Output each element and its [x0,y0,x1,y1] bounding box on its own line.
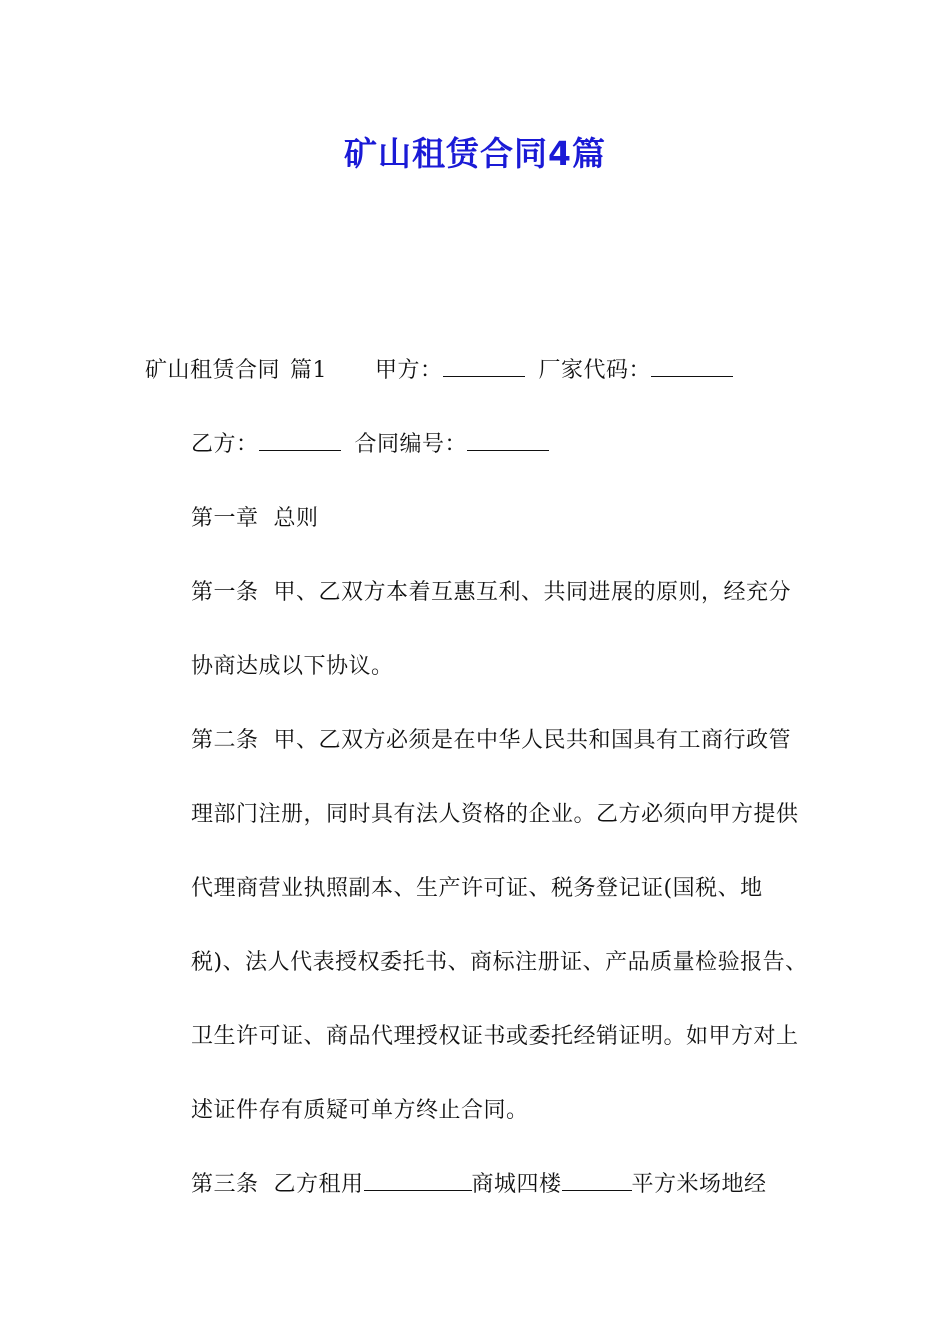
article-three [145,1148,810,1222]
vendor-code-blank [651,354,733,377]
contract-no-blank [467,428,549,451]
document-body [145,334,810,1222]
party-b-blank [259,428,341,451]
doc-name: 矿山租赁合同 [145,358,281,383]
mall-name-blank [364,1168,472,1191]
article-three-middle: 商城四楼 [471,1172,562,1197]
chapter-heading: 第一章 总则 [191,506,319,531]
second-line [145,408,810,482]
party-b-label: 乙方： [191,432,259,457]
article-three-suffix: 平方米场地经 [631,1172,767,1197]
party-a-label: 甲方： [375,358,443,383]
part-label: 篇1 [290,358,328,383]
article-one: 第一条 甲、乙双方本着互惠互利、共同进展的原则，经充分协商达成以下协议。 [191,580,791,679]
contract-no-label: 合同编号： [354,432,468,457]
vendor-code-label: 厂家代码： [538,358,652,383]
party-a-blank [443,354,525,377]
article-two: 第二条 甲、乙双方必须是在中华人民共和国具有工商行政管理部门注册，同时具有法人资格的企业。乙方必须向甲方提供代理商营业执照副本、生产许可证、税务登记证(国税、地税)、法人代表授权委托书、商标注册证、产品质量检验报告、卫生许可证、商品代理授权证书或委托经销证明。如甲方对上述证件存有质疑可单方终止合同。 [191,728,808,1123]
header-line [145,334,810,408]
article-three-prefix: 第三条 乙方租用 [191,1172,364,1197]
area-blank [562,1168,632,1191]
document-title: 矿山租赁合同4篇 [344,134,606,173]
